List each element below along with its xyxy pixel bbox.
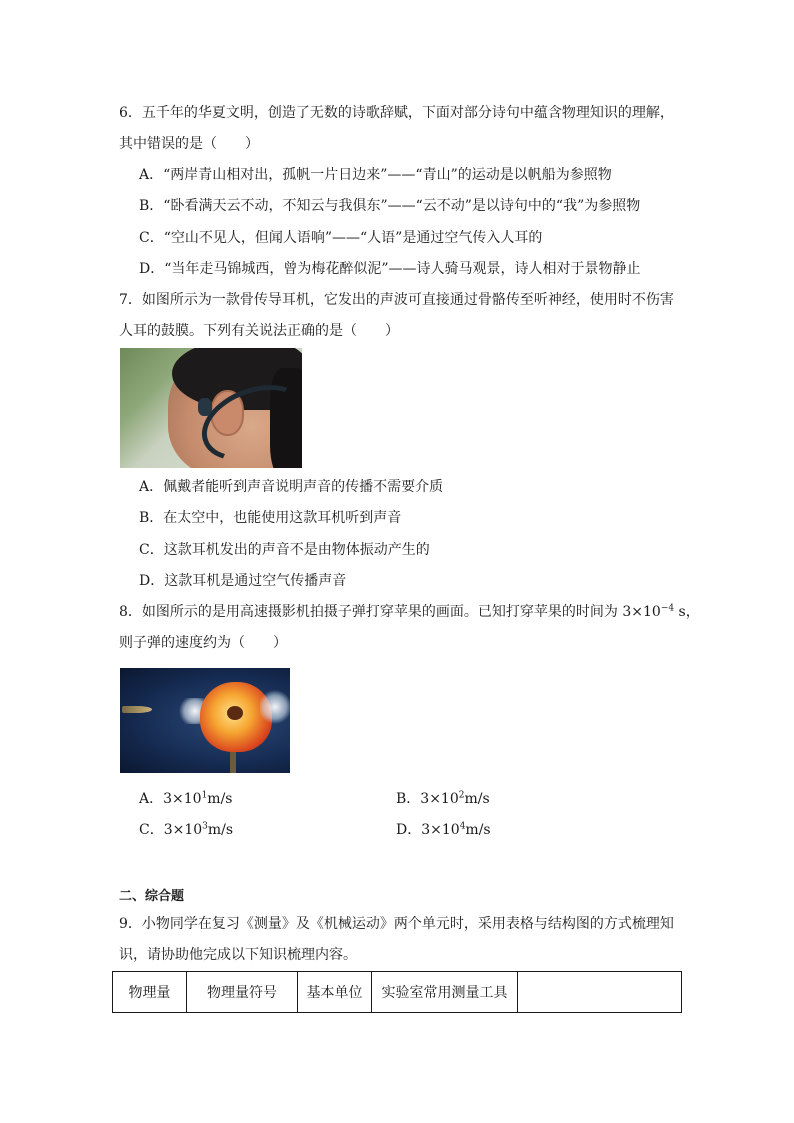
q7-stem-line1: 7．如图所示为一款骨传导耳机，它发出的声波可直接通过骨骼传至听神经，使用时不伤害	[119, 292, 674, 308]
q6-stem-line2: 其中错误的是（ ）	[119, 136, 259, 152]
q6-option-d: D．“当年走马锦城西，曾为梅花醉似泥”——诗人骑马观景，诗人相对于景物静止	[139, 261, 641, 277]
q8-time-exponent: −4	[660, 603, 675, 614]
table-header-cell	[518, 972, 682, 1013]
q6-option-b: B．“卧看满天云不动，不知云与我俱东”——“云不动”是以诗句中的“我”为参照物	[139, 198, 641, 214]
bone-conduction-headphone-photo	[120, 348, 302, 468]
q9-stem-line1: 9．小物同学在复习《测量》及《机械运动》两个单元时，采用表格与结构图的方式梳理知	[119, 916, 674, 932]
q7-option-c: C．这款耳机发出的声音不是由物体振动产生的	[139, 542, 430, 558]
q7-option-d: D．这款耳机是通过空气传播声音	[139, 573, 347, 589]
bullet-apple-photo	[120, 668, 290, 773]
q8-stem-line2: 则子弹的速度约为（ ）	[119, 635, 287, 651]
knowledge-table	[112, 971, 682, 1013]
table-header-cell: 基本单位	[298, 972, 372, 1013]
q9-stem-line2: 识，请协助他完成以下知识梳理内容。	[119, 947, 357, 963]
table-header-cell: 实验室常用测量工具	[372, 972, 518, 1013]
q6-option-a: A．“两岸青山相对出，孤帆一片日边来”——“青山”的运动是以帆船为参照物	[139, 167, 612, 183]
q6-option-c: C．“空山不见人，但闻人语响”——“人语”是通过空气传入人耳的	[139, 230, 543, 246]
q6-stem-line1: 6．五千年的华夏文明，创造了无数的诗歌辞赋，下面对部分诗句中蕴含物理知识的理解，	[119, 105, 674, 121]
section-title: 二、综合题	[119, 889, 185, 904]
table-header-cell: 物理量符号	[187, 972, 298, 1013]
q8-option-b: B．$3\times 10^2m/s$	[396, 790, 490, 807]
q8-option-a: A．$3\times 10^1m/s$	[139, 790, 233, 807]
q8-stem-line1: 8．如图所示的是用高速摄影机拍摄子弹打穿苹果的画面。已知打穿苹果的时间为 $3\times 10^{-4}$ s，	[119, 603, 700, 620]
q7-option-b: B．在太空中，也能使用这款耳机听到声音	[139, 510, 402, 526]
table-row	[113, 972, 682, 1013]
q7-option-a: A．佩戴者能听到声音说明声音的传播不需要介质	[139, 479, 444, 495]
q8-option-d: D．$3\times 10^4m/s$	[396, 821, 491, 838]
q8-option-c: C．$3\times 10^3m/s$	[139, 821, 234, 838]
q7-stem-line2: 人耳的鼓膜。下列有关说法正确的是（ ）	[119, 323, 399, 339]
table-header-cell: 物理量	[113, 972, 187, 1013]
